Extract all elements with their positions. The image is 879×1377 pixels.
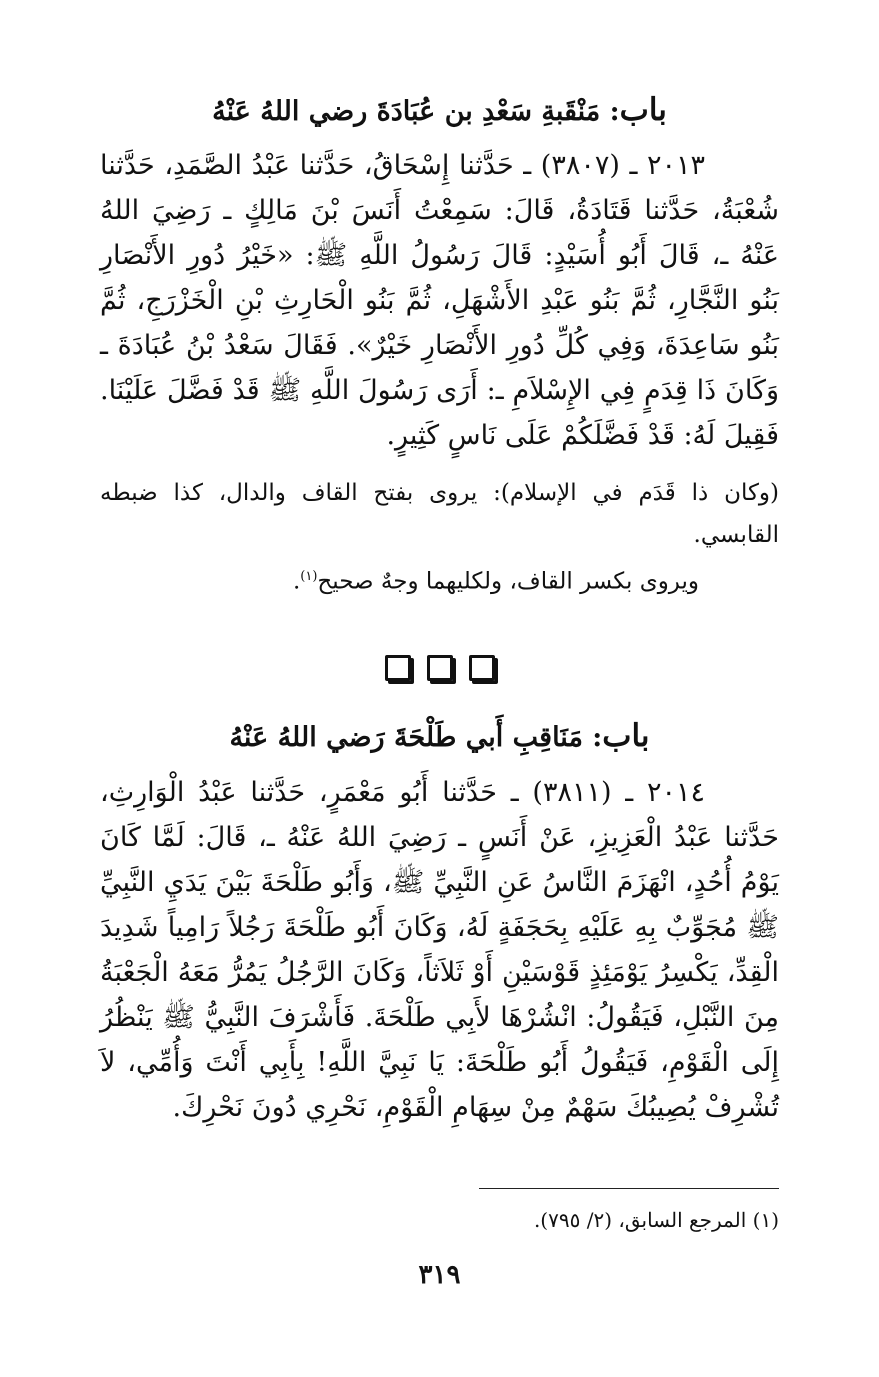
section-heading-saad [100,90,779,132]
section-title: : مَنَاقِبِ أَبي طَلْحَةَ رَضي اللهُ عَنْهُ [229,722,603,753]
section-separator-icon [0,655,879,681]
commentary-saad [100,472,779,603]
section-keyword: باب [619,92,667,128]
square-ornament-icon [427,655,453,681]
footnote-divider [479,1188,779,1189]
footnote: (١) المرجع السابق، (٢/ ٧٩٥). [533,1208,779,1232]
commentary-paragraph-2 [100,556,779,603]
hadith-2013 [100,143,779,458]
commentary-text: ويروى بكسر القاف، ولكليهما وجهٌ صحيح [317,568,699,595]
commentary-paragraph: (وكان ذا قَدَم في الإسلام): يروى بفتح القاف والدال، كذا ضبطه القابسي. [100,480,779,548]
square-ornament-icon [385,655,411,681]
hadith-2014 [100,770,779,1130]
section-keyword: باب [602,718,650,754]
section-title: : مَنْقَبةِ سَعْدِ بن عُبَادَةَ رضي اللهُ عَنْهُ [212,96,620,127]
commentary-end: . [292,568,301,595]
page-number: ٣١٩ [418,1260,461,1290]
hadith-text: ٢٠١٤ ـ (٣٨١١) ـ حَدَّثنا أَبُو مَعْمَرٍ، حَدَّثنا عَبْدُ الْوَارِثِ، حَدَّثنا عَبْدُ الْعَزِيزِ، عَنْ أَنَسٍ ـ رَضِيَ اللهُ عَنْهُ ـ، قَالَ: لَمَّا كَانَ يَوْمُ أُحُدٍ، انْهَزَمَ النَّاسُ عَنِ النَّبِيِّ ﷺ، وَأَبُو طَلْحَةَ بَيْنَ يَدَيِ النَّبِيِّ ﷺ مُجَوِّبٌ بِهِ عَلَيْهِ بِحَجَفَةٍ لَهُ، وَكَانَ أَبُو طَلْحَةَ رَجُلاً رَامِياً شَدِيدَ الْقِدِّ، يَكْسِرُ يَوْمَئِذٍ قَوْسَيْنِ أَوْ ثَلاَثاً، وَكَانَ الرَّجُلُ يَمُرُّ مَعَهُ الْجَعْبَةُ مِنَ النَّبْلِ، فَيَقُولُ: انْشُرْهَا لأَبِي طَلْحَةَ. فَأَشْرَفَ النَّبِيُّ ﷺ يَنْظُرُ إِلَى الْقَوْمِ، فَيَقُولُ أَبُو طَلْحَةَ: يَا نَبِيَّ اللَّهِ! بِأَبِي أَنْتَ وَأُمِّي، لاَ تُشْرِفْ يُصِيبُكَ سَهْمٌ مِنْ سِهَامِ الْقَوْمِ، نَحْرِي دُونَ نَحْرِكَ. [100,777,779,1123]
section-heading-abu-talha [100,716,779,758]
square-ornament-icon [469,655,495,681]
footnote-reference: (١) [300,569,318,584]
hadith-text: ٢٠١٣ ـ (٣٨٠٧) ـ حَدَّثنا إِسْحَاقُ، حَدَّثنا عَبْدُ الصَّمَدِ، حَدَّثنا شُعْبَةُ، حَدَّثنا قَتَادَةُ، قَالَ: سَمِعْتُ أَنَسَ بْنَ مَالِكٍ ـ رَضِيَ اللهُ عَنْهُ ـ، قَالَ أَبُو أُسَيْدٍ: قَالَ رَسُولُ اللَّهِ ﷺ: «خَيْرُ دُورِ الأَنْصَارِ بَنُو النَّجَّارِ، ثُمَّ بَنُو عَبْدِ الأَشْهَلِ، ثُمَّ بَنُو الْحَارِثِ بْنِ الْخَزْرَجِ، ثُمَّ بَنُو سَاعِدَةَ، وَفِي كُلِّ دُورِ الأَنْصَارِ خَيْرٌ». فَقَالَ سَعْدُ بْنُ عُبَادَةَ ـ وَكَانَ ذَا قِدَمٍ فِي الإِسْلاَمِ ـ: أَرَى رَسُولَ اللَّهِ ﷺ قَدْ فَضَّلَ عَلَيْنَا. فَقِيلَ لَهُ: قَدْ فَضَّلَكُمْ عَلَى نَاسٍ كَثِيرٍ. [100,150,779,451]
